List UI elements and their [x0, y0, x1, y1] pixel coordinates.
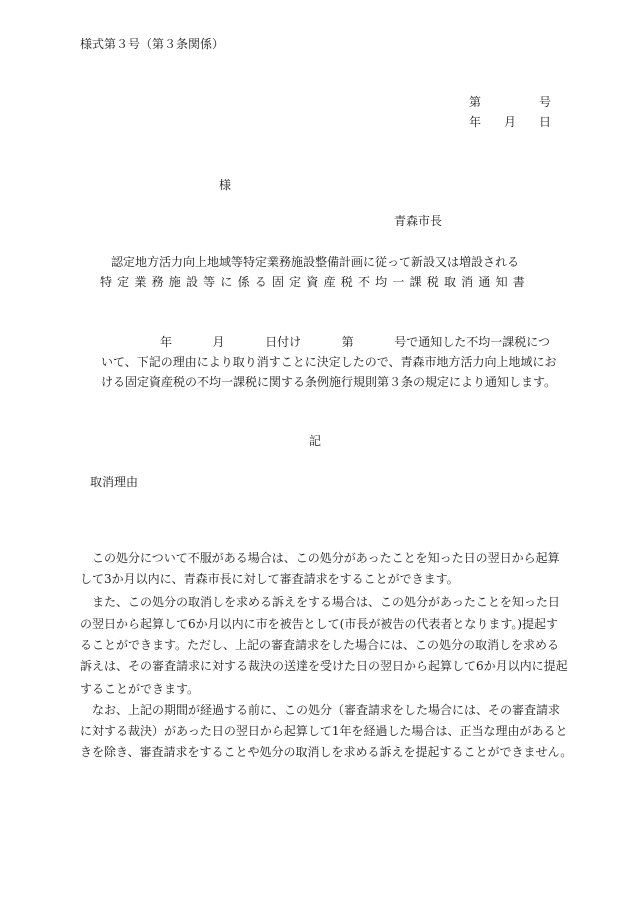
number-suffix: 号 [538, 95, 551, 109]
intro-dai: 第 [341, 335, 354, 349]
addressee-suffix: 様 [219, 178, 232, 192]
notice-line: の翌日から起算して6か月以内に市を被告として(市長が被告の代表者となります。)提起す [80, 617, 559, 631]
notice-line: に対する裁決）があった日の翌日から起算して1年を経過した場合は、正当な理由があると [80, 724, 568, 738]
intro-year: 年 [160, 335, 173, 349]
date-day: 日 [538, 115, 551, 129]
intro-line-1 [160, 334, 550, 350]
notice-line: きを除き、審査請求をすることや処分の取消しを求める訴えを提起することができません。 [80, 745, 573, 759]
number-prefix: 第 [469, 95, 482, 109]
document-title-line-1: 認定地方活力向上地域等特定業務施設整備計画に従って新設又は増設される [110, 255, 519, 269]
sender: 青森市長 [394, 214, 443, 228]
date-month: 月 [503, 115, 516, 129]
notice-line: 訴えは、その審査請求に対する裁決の送達を受けた日の翌日から起算して6か月以内に提起 [80, 659, 568, 673]
notice-line: して3か月以内に、青森市長に対して審査請求をすることができます。 [80, 572, 459, 586]
intro-line-1-end: 号で通知した不均一課税につ [394, 335, 550, 349]
document-title-line-2: 特定業務施設等に係る固定資産税不均一課税取消通知書 [99, 275, 530, 289]
notice-line: なお、上記の期間が経過する前に、この処分（審査請求をした場合には、その審査請求 [80, 703, 561, 717]
document-date [469, 114, 551, 130]
date-year: 年 [469, 115, 482, 129]
intro-month: 月 [212, 335, 225, 349]
reason-label: 取消理由 [90, 475, 139, 489]
notice-line: また、この処分の取消しを求める訴えをする場合は、この処分があったことを知った日 [80, 595, 560, 609]
notice-line: この処分について不服がある場合は、この処分があったことを知った日の翌日から起算 [80, 551, 560, 565]
intro-day-dated: 日付け [265, 335, 302, 349]
notice-line: することができます。 [80, 682, 200, 696]
intro-line-2: いて、下記の理由により取り消すことに決定したので、青森市地方活力向上地域にお [101, 355, 557, 369]
document-number [469, 94, 551, 110]
intro-line-3: ける固定資産税の不均一課税に関する条例施行規則第３条の規定により通知します。 [101, 375, 557, 389]
form-label: 様式第３号（第３条関係） [80, 37, 225, 51]
ki-heading: 記 [308, 434, 321, 448]
notice-line: ることができます。ただし、上記の審査請求をした場合には、この処分の取消しを求める [80, 638, 560, 652]
